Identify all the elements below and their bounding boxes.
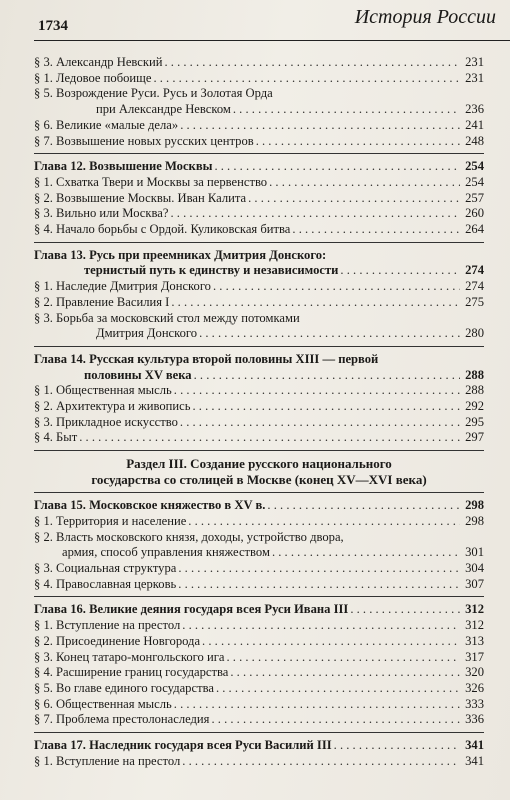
dot-leader xyxy=(340,263,460,279)
chapter-separator xyxy=(34,492,484,493)
toc-entry-page: 304 xyxy=(465,560,484,575)
toc-entry-page: 301 xyxy=(465,545,484,560)
chapter-page: 254 xyxy=(465,159,484,174)
chapter-title-line1: Глава 13. Русь при преемниках Дмитрия Донского: xyxy=(34,247,327,262)
chapter-heading xyxy=(34,159,484,175)
toc-entry-page: 320 xyxy=(465,665,484,680)
toc-entry-title: § 4. Начало борьбы с Ордой. Куликовская битва xyxy=(34,222,291,237)
dot-leader xyxy=(194,368,460,384)
toc-entry-title: § 3. Вильно или Москва? xyxy=(34,206,169,221)
toc-entry xyxy=(34,279,484,295)
toc-group-ch11 xyxy=(34,55,484,149)
toc-entry-page: 295 xyxy=(465,414,484,429)
toc-entry-title: § 7. Возвышение новых русских центров xyxy=(34,133,254,148)
toc-entry-title-line2: армия, способ управления княжеством xyxy=(62,545,270,560)
toc-entry xyxy=(34,681,484,697)
toc-entry-page: 336 xyxy=(465,712,484,727)
toc-entry-title: § 2. Архитектура и живопись xyxy=(34,399,191,414)
toc-entry-page: 288 xyxy=(465,383,484,398)
chapter-separator xyxy=(34,596,484,597)
toc-entry xyxy=(34,118,484,134)
dot-leader xyxy=(180,415,460,431)
toc-entry xyxy=(34,634,484,650)
toc-entry-page: 254 xyxy=(465,174,484,189)
toc-entry-title: § 2. Правление Василия I xyxy=(34,294,170,309)
toc-entry-page: 260 xyxy=(465,206,484,221)
toc-entry xyxy=(34,665,484,681)
book-title: История России xyxy=(354,6,496,28)
toc-entry-title: § 4. Расширение границ государства xyxy=(34,665,229,680)
toc-entry-page: 241 xyxy=(465,117,484,132)
dot-leader xyxy=(174,697,460,713)
toc-entry xyxy=(34,326,484,342)
toc-entry-title: § 1. Вступление на престол xyxy=(34,618,181,633)
toc-entry-title: § 1. Ледовое побоище xyxy=(34,70,152,85)
toc-entry xyxy=(34,697,484,713)
toc-entry-page: 275 xyxy=(465,294,484,309)
chapter-heading xyxy=(34,368,484,384)
toc-entry-title: § 6. Великие «малые дела» xyxy=(34,117,179,132)
toc-entry-title: § 3. Социальная структура xyxy=(34,560,177,575)
toc-entry xyxy=(34,175,484,191)
chapter-title: Глава 15. Московское княжество в XV в. xyxy=(34,498,266,513)
toc-entry xyxy=(34,650,484,666)
toc-entry-title: § 1. Схватка Твери и Москвы за первенство xyxy=(34,174,268,189)
chapter-page: 341 xyxy=(465,738,484,753)
toc-entry xyxy=(34,514,484,530)
dot-leader xyxy=(256,134,460,150)
toc-entry xyxy=(34,430,484,446)
toc-entry-page: 297 xyxy=(465,430,484,445)
toc-entry xyxy=(34,399,484,415)
toc-entry-page: 298 xyxy=(465,513,484,528)
dot-leader xyxy=(214,159,460,175)
chapter-title: Глава 16. Великие деяния государя всея Руси Ивана III xyxy=(34,602,349,617)
toc-entry-title-line1: § 5. Возрождение Руси. Русь и Золотая Орда xyxy=(34,86,273,101)
toc-group-ch17 xyxy=(34,738,484,769)
page-number: 1734 xyxy=(38,18,68,34)
toc-entry-page: 231 xyxy=(465,55,484,69)
part-heading xyxy=(34,456,484,488)
toc-entry xyxy=(34,206,484,222)
dot-leader xyxy=(192,399,460,415)
dot-leader xyxy=(202,634,460,650)
dot-leader xyxy=(171,295,460,311)
part-title-line1: Раздел III. Создание русского национального xyxy=(126,456,392,472)
toc-entry xyxy=(34,134,484,150)
chapter-separator xyxy=(34,732,484,733)
toc-entry-title-line1: § 3. Борьба за московский стол между потомками xyxy=(34,310,300,325)
toc-entry-page: 248 xyxy=(465,133,484,148)
toc-entry-page: 257 xyxy=(465,190,484,205)
toc-entry xyxy=(34,102,484,118)
toc-entry-title: § 4. Православная церковь xyxy=(34,576,177,591)
dot-leader xyxy=(174,383,460,399)
dot-leader xyxy=(226,650,460,666)
toc-entry-page: 307 xyxy=(465,576,484,591)
toc-entry-title: § 1. Общественная мысль xyxy=(34,383,172,398)
toc-group-ch14 xyxy=(34,352,484,446)
chapter-heading xyxy=(34,263,484,279)
dot-leader xyxy=(269,175,460,191)
dot-leader xyxy=(334,738,460,754)
toc-entry xyxy=(34,712,484,728)
toc-entry-title: § 1. Территория и население xyxy=(34,513,187,528)
toc-entry-page: 312 xyxy=(465,618,484,633)
toc-entry xyxy=(34,295,484,311)
dot-leader xyxy=(272,545,460,561)
toc-entry-title: § 6. Общественная мысль xyxy=(34,696,172,711)
toc-entry xyxy=(34,618,484,634)
chapter-page: 298 xyxy=(465,498,484,513)
dot-leader xyxy=(178,561,460,577)
chapter-title-line1: Глава 14. Русская культура второй половины XIII — первой xyxy=(34,351,379,366)
dot-leader xyxy=(211,712,460,728)
toc-entry xyxy=(34,71,484,87)
toc-entry-title-line2: Дмитрия Донского xyxy=(96,326,198,341)
toc-entry-page: 292 xyxy=(465,399,484,414)
dot-leader xyxy=(233,102,460,118)
toc-entry xyxy=(34,577,484,593)
dot-leader xyxy=(182,618,460,634)
toc-entry xyxy=(34,55,484,71)
chapter-title-line2: половины XV века xyxy=(84,367,192,382)
toc-entry-page: 280 xyxy=(465,326,484,341)
toc-entry xyxy=(34,754,484,770)
chapter-separator xyxy=(34,346,484,347)
toc-entry-title: § 3. Прикладное искусство xyxy=(34,414,178,429)
chapter-separator xyxy=(34,153,484,154)
toc-entry xyxy=(34,561,484,577)
toc-entry xyxy=(34,545,484,561)
toc-group-ch16 xyxy=(34,602,484,728)
toc-entry-title: § 1. Вступление на престол xyxy=(34,753,181,768)
dot-leader xyxy=(213,279,460,295)
toc-entry-title-line2: при Александре Невском xyxy=(96,102,231,117)
dot-leader xyxy=(180,118,460,134)
toc-entry-page: 236 xyxy=(465,102,484,117)
toc-entry xyxy=(34,222,484,238)
toc-entry-page: 333 xyxy=(465,696,484,711)
dot-leader xyxy=(164,55,460,71)
dot-leader xyxy=(230,665,460,681)
toc-group-ch15 xyxy=(34,498,484,592)
toc-entry xyxy=(34,415,484,431)
toc-entry-title: § 2. Присоединение Новгорода xyxy=(34,633,201,648)
running-header xyxy=(0,0,510,40)
chapter-page: 274 xyxy=(465,263,484,278)
chapter-separator xyxy=(34,450,484,451)
toc-entry-title-line1: § 2. Власть московского князя, доходы, устройство двора, xyxy=(34,529,344,544)
chapter-title: Глава 12. Возвышение Москвы xyxy=(34,159,213,174)
table-of-contents xyxy=(34,55,484,769)
toc-entry-page: 274 xyxy=(465,279,484,294)
toc-entry-page: 326 xyxy=(465,680,484,695)
dot-leader xyxy=(248,191,460,207)
dot-leader xyxy=(350,602,460,618)
toc-group-ch13 xyxy=(34,248,484,342)
toc-entry-title: § 3. Конец татаро-монгольского ига xyxy=(34,649,225,664)
dot-leader xyxy=(153,71,460,87)
chapter-heading xyxy=(34,602,484,618)
part-title-line2: государства со столицей в Москве (конец XV—XVI века) xyxy=(91,472,427,488)
toc-entry-title: § 1. Наследие Дмитрия Донского xyxy=(34,279,211,294)
chapter-separator xyxy=(34,242,484,243)
toc-entry-page: 313 xyxy=(465,633,484,648)
dot-leader xyxy=(170,206,460,222)
chapter-page: 312 xyxy=(465,602,484,617)
toc-entry xyxy=(34,383,484,399)
header-rule xyxy=(34,40,510,41)
chapter-heading xyxy=(34,738,484,754)
toc-entry-page: 317 xyxy=(465,649,484,664)
chapter-heading xyxy=(34,498,484,514)
chapter-title: Глава 17. Наследник государя всея Руси Василий III xyxy=(34,738,332,753)
toc-entry xyxy=(34,191,484,207)
dot-leader xyxy=(79,430,460,446)
dot-leader xyxy=(182,754,460,770)
dot-leader xyxy=(292,222,460,238)
dot-leader xyxy=(216,681,460,697)
chapter-title-line2: тернистый путь к единству и независимости xyxy=(84,263,339,278)
dot-leader xyxy=(188,514,460,530)
toc-entry-title: § 3. Александр Невский xyxy=(34,55,163,69)
dot-leader xyxy=(267,498,460,514)
dot-leader xyxy=(178,577,460,593)
toc-entry-page: 341 xyxy=(465,753,484,768)
toc-entry-title: § 2. Возвышение Москвы. Иван Калита xyxy=(34,190,247,205)
toc-entry-title: § 4. Быт xyxy=(34,430,78,445)
toc-entry-title: § 7. Проблема престолонаследия xyxy=(34,712,210,727)
chapter-page: 288 xyxy=(465,367,484,382)
toc-entry-page: 264 xyxy=(465,222,484,237)
dot-leader xyxy=(199,326,460,342)
toc-entry-page: 231 xyxy=(465,70,484,85)
toc-entry-title: § 5. Во главе единого государства xyxy=(34,680,214,695)
toc-group-ch12 xyxy=(34,159,484,238)
